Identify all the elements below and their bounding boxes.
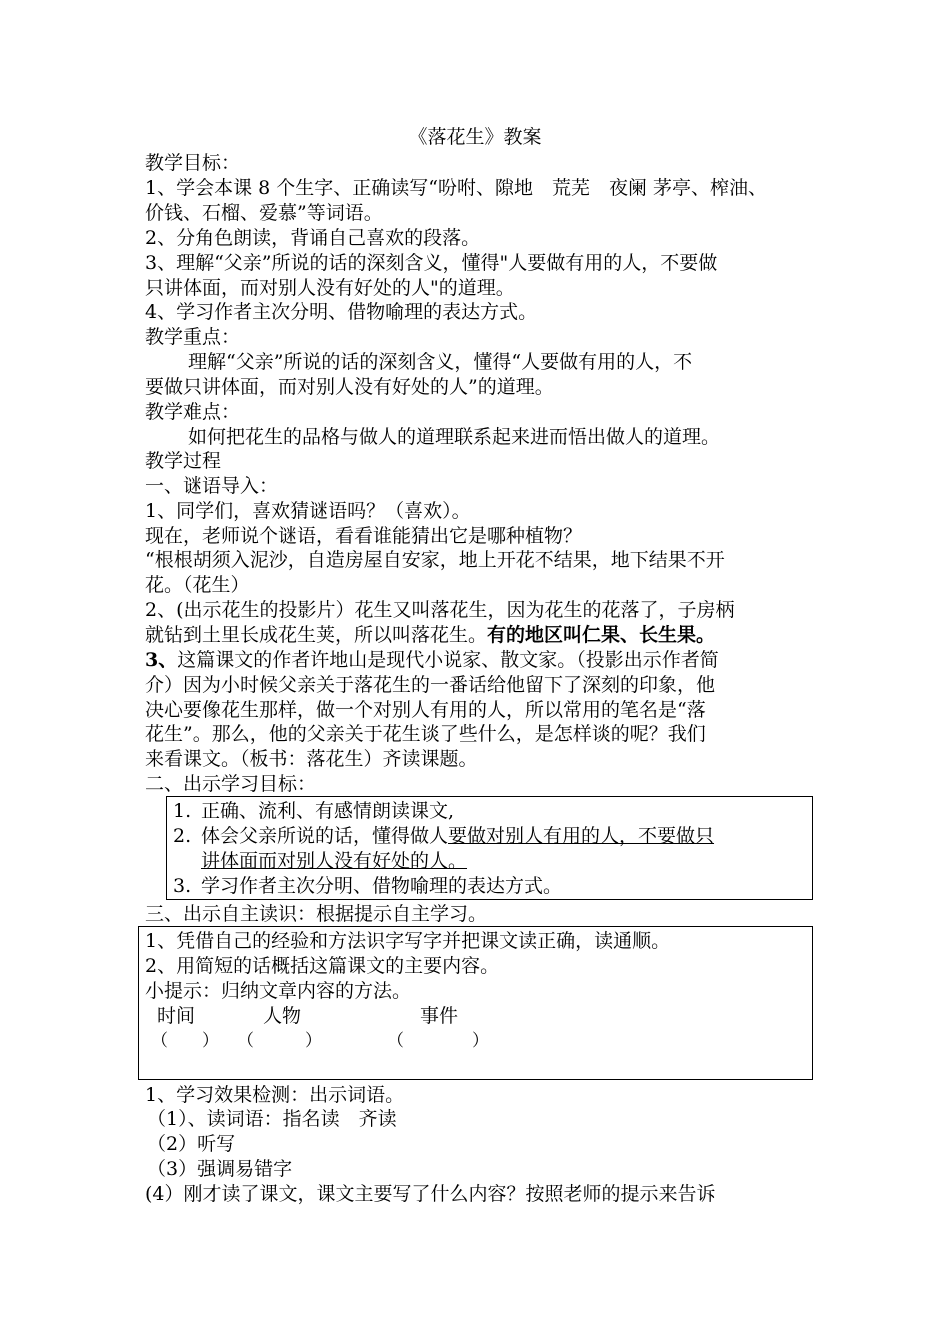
- box-objective-3: [173, 874, 562, 898]
- section-1-line-1: 1、同学们，喜欢猜谜语吗？（喜欢）。: [145, 500, 471, 522]
- column-time: 时间: [157, 1005, 196, 1027]
- self-study-line-2: 2、用简短的话概括这篇课文的主要内容。: [145, 955, 500, 977]
- section-1-line-6-text: 就钻到土里长成花生荚，所以叫落花生。: [145, 624, 488, 646]
- check-item-1: （1）、读词语：指名读 齐读: [147, 1108, 397, 1130]
- column-event: 事件: [420, 1005, 459, 1027]
- section-1-line-7-number: 3、: [145, 649, 178, 671]
- section-1-line-8: 介）因为小时候父亲关于落花生的一番话给他留下了深刻的印象，他: [145, 674, 716, 696]
- box-objective-2-line-2: 讲体面而对别人没有好处的人。: [201, 850, 468, 872]
- box-objective-2-text: 体会父亲所说的话，懂得做人: [201, 825, 449, 847]
- check-item-2: （2）听写: [147, 1133, 236, 1155]
- section-3-heading: 三、出示自主读识：根据提示自主学习。: [145, 903, 488, 925]
- section-2-heading: 二、出示学习目标：: [145, 773, 317, 795]
- objective-4: 4、学习作者主次分明、借物喻理的表达方式。: [145, 301, 538, 323]
- objectives-heading: 教学目标：: [145, 152, 241, 174]
- objective-1-line-1: 1、学会本课 8 个生字、正确读写“吩咐、隙地 荒芜 夜阑 茅亭、榨油、: [145, 177, 768, 199]
- objective-1-line-2: 价钱、石榴、爱慕”等词语。: [145, 202, 383, 224]
- self-study-line-1: 1、凭借自己的经验和方法识字写字并把课文读正确，读通顺。: [145, 930, 671, 952]
- box-objective-1: [173, 799, 454, 823]
- document-title: 《落花生》教案: [408, 126, 542, 148]
- difficulty-line: 如何把花生的品格与做人的道理联系起来进而悟出做人的道理。: [188, 426, 721, 448]
- objective-3-line-1: 3、理解“父亲”所说的话的深刻含义，懂得"人要做有用的人，不要做: [145, 252, 718, 274]
- check-item-4: (4）刚才读了课文，课文主要写了什么内容？按照老师的提示来告诉: [145, 1183, 716, 1205]
- self-study-tip: 小提示：归纳文章内容的方法。: [145, 980, 412, 1002]
- section-1-line-7-text: 这篇课文的作者许地山是现代小说家、散文家。（投影出示作者简: [177, 649, 719, 671]
- box-objective-1-text: 正确、流利、有感情朗读课文,: [201, 800, 455, 822]
- key-points-line-2: 要做只讲体面，而对别人没有好处的人”的道理。: [145, 376, 554, 398]
- section-1-line-5: 2、(出示花生的投影片）花生又叫落花生，因为花生的花落了，子房柄: [145, 599, 735, 621]
- box-objective-3-number: 3.: [173, 875, 192, 897]
- check-heading: 1、学习效果检测：出示词语。: [145, 1084, 405, 1106]
- blank-time: （ ）: [151, 1031, 219, 1051]
- objective-2: 2、分角色朗读，背诵自己喜欢的段落。: [145, 227, 481, 249]
- section-1-line-9: 决心要像花生那样，做一个对别人有用的人，所以常用的笔名是“落: [145, 699, 706, 721]
- check-item-3: （3）强调易错字: [147, 1158, 293, 1180]
- box-objective-2-line-1: [173, 824, 714, 848]
- section-1-line-6-bold: 有的地区叫仁果、长生果。: [487, 624, 716, 646]
- objective-3-line-2: 只讲体面，而对别人没有好处的人"的道理。: [145, 277, 515, 299]
- box-objective-2-underlined: 要做对别人有用的人，不要做只: [448, 825, 715, 847]
- section-1-line-11: 来看课文。（板书：落花生）齐读课题。: [145, 748, 478, 770]
- self-study-box: [138, 926, 813, 1080]
- difficulty-heading: 教学难点：: [145, 401, 241, 423]
- key-points-heading: 教学重点：: [145, 326, 241, 348]
- blank-person: （ ）: [237, 1031, 322, 1051]
- section-1-line-3: “根根胡须入泥沙，自造房屋自安家，地上开花不结果，地下结果不开: [145, 549, 725, 571]
- section-1-heading: 一、谜语导入：: [145, 475, 279, 497]
- section-1-line-10: 花生”。那么，他的父亲关于花生谈了些什么，是怎样谈的呢？我们: [145, 723, 706, 745]
- objectives-box: [166, 796, 813, 900]
- box-objective-3-text: 学习作者主次分明、借物喻理的表达方式。: [201, 875, 563, 897]
- box-objective-1-number: 1.: [173, 800, 192, 822]
- box-objective-2-number: 2.: [173, 825, 192, 847]
- blank-event: （ ）: [387, 1031, 489, 1051]
- section-1-line-7: [145, 648, 719, 672]
- key-points-line-1: 理解“父亲”所说的话的深刻含义，懂得“人要做有用的人，不: [188, 351, 693, 373]
- section-1-line-6: [145, 623, 715, 647]
- section-1-line-2: 现在，老师说个谜语，看看谁能猜出它是哪种植物？: [145, 525, 583, 547]
- column-person: 人物: [263, 1005, 302, 1027]
- process-heading: 教学过程: [145, 450, 222, 472]
- section-1-line-4: 花。（花生）: [145, 574, 250, 596]
